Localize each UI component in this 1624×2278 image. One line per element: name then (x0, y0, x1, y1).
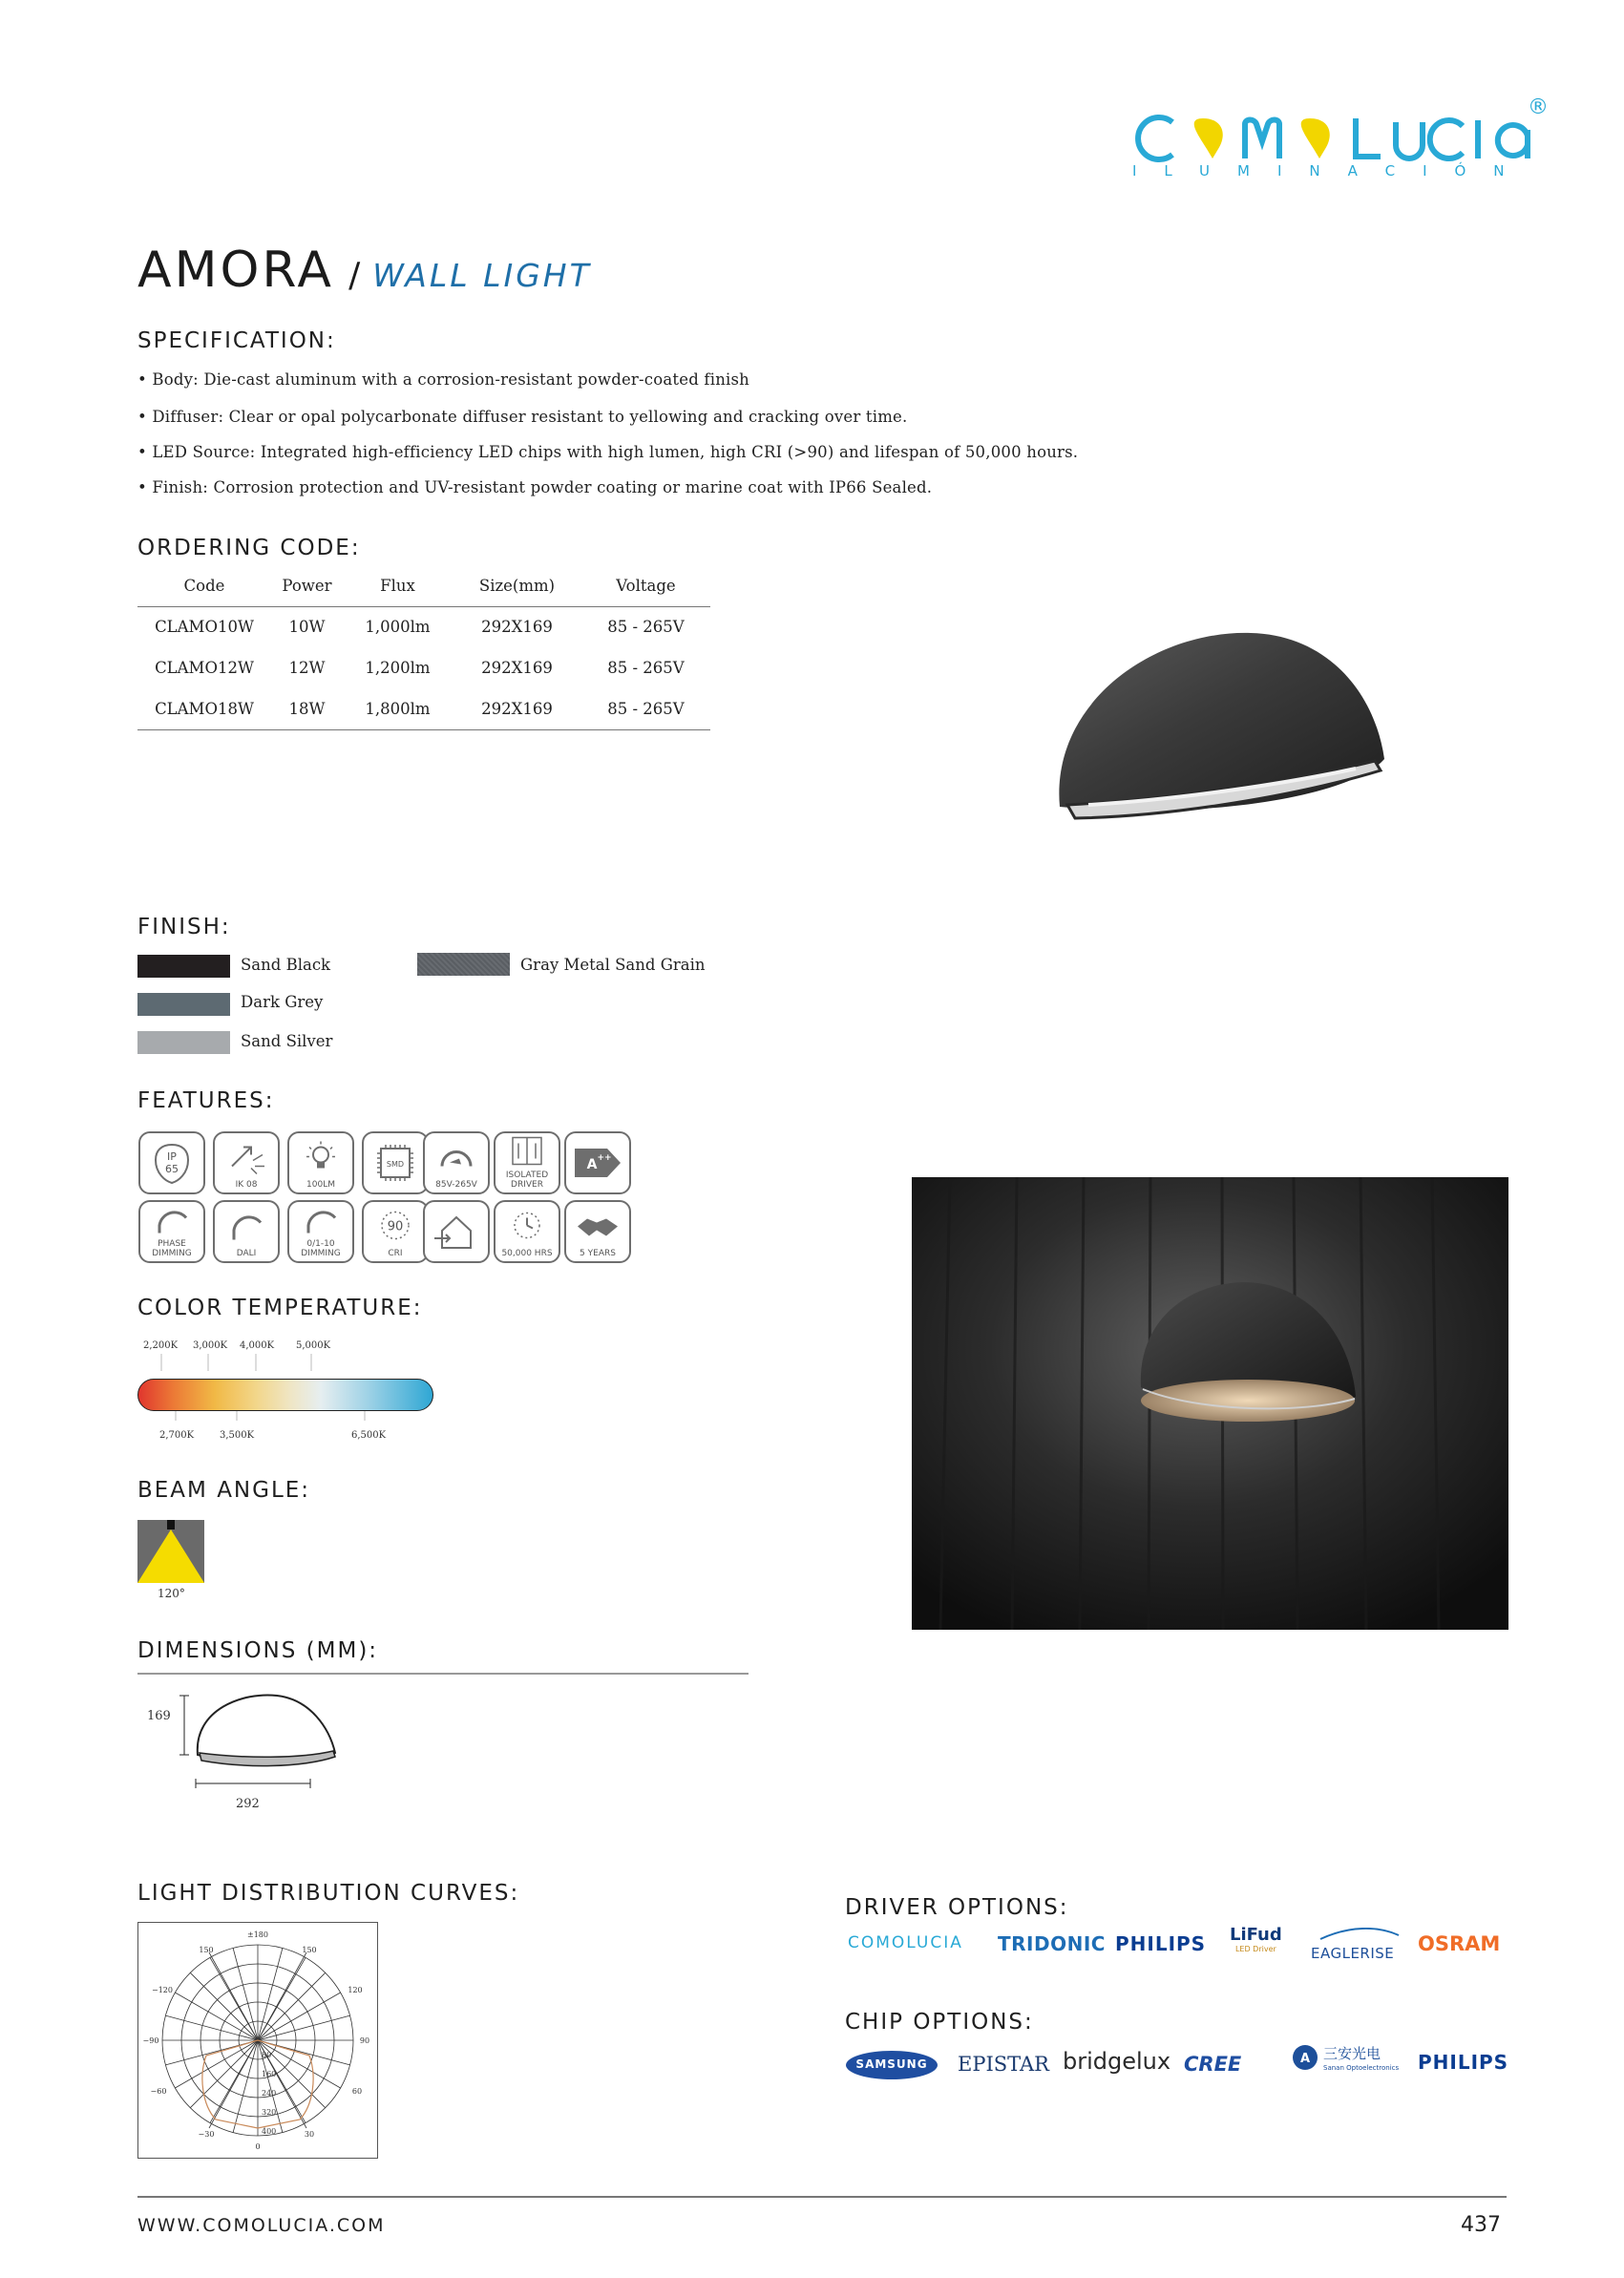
brand-logo (1127, 95, 1547, 191)
table-cell: 10W (288, 618, 326, 637)
ct-bottom-label: 6,500K (351, 1430, 387, 1441)
table-cell: 292X169 (453, 688, 581, 729)
ordering-table (137, 565, 710, 730)
smd-chip-icon (362, 1131, 429, 1194)
table-cell: 292X169 (481, 659, 553, 677)
lumen-icon (287, 1131, 354, 1194)
finish-label: Sand Black (241, 956, 331, 974)
title-slash: / (348, 256, 361, 295)
eaglerise-swoosh-icon (1311, 1928, 1406, 1941)
polar-label: −60 (150, 2087, 167, 2096)
cri-icon (362, 1200, 429, 1263)
footer-divider (137, 2196, 1507, 2198)
finish-swatch-sand-black (137, 955, 230, 978)
product-ambient-photo (912, 1177, 1508, 1630)
finish-label: Sand Silver (241, 1032, 333, 1050)
polar-label: 150 (302, 1946, 317, 1954)
dimension-height: 169 (147, 1709, 171, 1723)
feature-label: CRI (388, 1249, 403, 1258)
lifespan-icon (494, 1200, 560, 1263)
polar-label: 0 (255, 2142, 261, 2151)
polar-radial-label: 160 (262, 2070, 277, 2078)
svg-text:A: A (1299, 2052, 1311, 2066)
table-cell: 18W (271, 688, 343, 729)
svg-text:++: ++ (597, 1153, 612, 1163)
phase-dimming-icon (138, 1200, 205, 1263)
column-header: Voltage (581, 565, 710, 606)
sanan-circle-icon (1291, 2043, 1319, 2072)
feature-label: 5 YEARS (580, 1249, 616, 1258)
dimension-drawing (177, 1690, 348, 1795)
finish-heading: FINISH: (137, 915, 231, 939)
column-header: Power (271, 565, 343, 606)
polar-chart (139, 1924, 376, 2157)
feature-label: PHASE DIMMING (152, 1239, 192, 1258)
beam-angle-heading: BEAM ANGLE: (137, 1478, 311, 1503)
ct-top-label: 2,200K (143, 1340, 179, 1351)
feature-label: 0/1-10 DIMMING (301, 1239, 341, 1258)
feature-label: 100LM (306, 1180, 335, 1190)
ct-top-label: 4,000K (240, 1340, 275, 1351)
driver-logo-lifud (1230, 1925, 1282, 1953)
energy-class-icon (564, 1131, 631, 1194)
svg-text:IP: IP (167, 1150, 177, 1163)
polar-label: −90 (142, 2036, 159, 2045)
table-cell: CLAMO18W (137, 688, 271, 729)
ct-top-label: 3,000K (193, 1340, 228, 1351)
driver-logo-osram: OSRAM (1418, 1932, 1501, 1955)
driver-brand-name: COMOLUCIA (848, 1933, 963, 1952)
polar-radial-label: 400 (262, 2127, 277, 2136)
ip65-icon (138, 1131, 205, 1194)
dimming-0-10-icon (287, 1200, 354, 1263)
table-cell: 1,000lm (365, 618, 431, 637)
indoor-icon (423, 1200, 490, 1263)
ct-bottom-label: 3,500K (220, 1430, 255, 1441)
table-header-row (137, 565, 710, 606)
polar-radial-label: 80 (262, 2051, 272, 2059)
driver-logo-philips: PHILIPS (1115, 1932, 1207, 1955)
chip-options-heading: CHIP OPTIONS: (845, 2010, 1034, 2035)
finish-label: Dark Grey (241, 993, 324, 1011)
isolated-driver-icon (494, 1131, 560, 1194)
chip-brand-name: 三安光电 (1323, 2045, 1381, 2062)
table-row (137, 688, 710, 729)
spec-item: • Diffuser: Clear or opal polycarbonate diffuser resistant to yellowing and cracking over time. (137, 408, 908, 426)
dimension-width: 292 (236, 1797, 260, 1811)
logo-registered-mark: ® (1528, 95, 1549, 119)
svg-text:SMD: SMD (386, 1160, 405, 1169)
svg-text:A: A (586, 1157, 598, 1172)
table-cell: 292X169 (481, 618, 553, 637)
features-heading: FEATURES: (137, 1088, 275, 1113)
polar-label: −120 (152, 1986, 173, 1994)
warranty-icon (564, 1200, 631, 1263)
polar-radial-label: 240 (262, 2089, 277, 2098)
color-temperature-bar (137, 1379, 433, 1411)
finish-swatch-dark-grey (137, 993, 230, 1016)
table-cell: 85 - 265V (607, 659, 685, 677)
specification-heading: SPECIFICATION: (137, 328, 336, 353)
footer-website-link[interactable]: WWW.COMOLUCIA.COM (137, 2215, 386, 2236)
product-category: WALL LIGHT (372, 257, 592, 294)
dali-icon (213, 1200, 280, 1263)
logo-subtitle: ILUMINACIÓN (1132, 162, 1532, 179)
lifud-subtitle: LED Driver (1234, 1945, 1276, 1953)
table-cell: 1,800lm (343, 688, 453, 729)
driver-logo-tridonic: TRIDONIC (998, 1932, 1106, 1955)
polar-label: 120 (348, 1986, 363, 1994)
driver-brand-name: LiFud (1230, 1925, 1282, 1945)
chip-logo-bridgelux: bridgelux (1063, 2048, 1171, 2075)
page-number: 437 (1461, 2213, 1501, 2237)
beam-angle-icon (137, 1520, 204, 1583)
polar-label: 150 (199, 1946, 214, 1954)
ordering-code-heading: ORDERING CODE: (137, 536, 361, 560)
finish-label: Gray Metal Sand Grain (520, 956, 706, 974)
table-row (137, 647, 710, 688)
chip-brand-name: SAMSUNG (855, 2057, 928, 2071)
table-cell: CLAMO10W (155, 618, 254, 637)
light-distribution-heading: LIGHT DISTRIBUTION CURVES: (137, 1881, 520, 1906)
chip-logo-epistar: EPISTAR (958, 2053, 1049, 2076)
product-name: AMORA (137, 242, 334, 299)
feature-label: 50,000 HRS (501, 1249, 553, 1258)
sanan-subtitle: Sanan Optoelectronics (1323, 2064, 1400, 2072)
spec-item: • Body: Die-cast aluminum with a corrosion-resistant powder-coated finish (137, 370, 749, 389)
table-cell: CLAMO12W (155, 659, 254, 677)
spec-item: • Finish: Corrosion protection and UV-resistant powder coating or marine coat with IP66 Sealed. (137, 478, 933, 496)
finish-swatch-gray-metal-sand-grain (417, 953, 510, 976)
table-row (137, 606, 710, 647)
ct-top-label: 5,000K (296, 1340, 331, 1351)
spec-item: • LED Source: Integrated high-efficiency LED chips with high lumen, high CRI (>90) and lifespan of 50,000 hours. (137, 443, 1079, 461)
dimensions-heading: DIMENSIONS (MM): (137, 1638, 379, 1663)
table-cell: 12W (288, 659, 326, 677)
chip-logo-cree: CREE (1184, 2053, 1242, 2076)
polar-label: ±180 (247, 1930, 268, 1939)
polar-label: 60 (351, 2087, 363, 2096)
driver-logo-comolucia (848, 1933, 963, 1952)
polar-label: 30 (304, 2130, 315, 2139)
feature-label: 85V-265V (435, 1180, 477, 1190)
svg-text:65: 65 (165, 1163, 179, 1175)
logo-wordmark-icon (1127, 95, 1547, 172)
table-cell: 1,200lm (365, 659, 431, 677)
driver-options-heading: DRIVER OPTIONS: (845, 1895, 1069, 1920)
dimensions-divider (137, 1673, 749, 1675)
cri-value: 90 (387, 1219, 404, 1234)
beam-angle-value: 120° (158, 1587, 185, 1600)
polar-label: 90 (359, 2036, 370, 2045)
chip-logo-samsung (845, 2049, 939, 2081)
feature-label: IK 08 (235, 1180, 258, 1190)
driver-brand-name: EAGLERISE (1311, 1945, 1395, 1962)
polar-radial-label: 320 (262, 2108, 277, 2117)
product-title (137, 242, 592, 299)
column-header: Code (137, 565, 271, 606)
table-cell: 85 - 265V (581, 688, 710, 729)
voltage-icon (423, 1131, 490, 1194)
feature-label: ISOLATED DRIVER (505, 1171, 549, 1190)
feature-label: DALI (236, 1249, 257, 1258)
ct-bottom-label: 2,700K (159, 1430, 195, 1441)
chip-logo-philips: PHILIPS (1418, 2051, 1509, 2074)
column-header: Size(mm) (453, 565, 581, 606)
color-temperature-heading: COLOR TEMPERATURE: (137, 1296, 423, 1320)
ik08-icon (213, 1131, 280, 1194)
driver-logo-eaglerise (1311, 1927, 1406, 1962)
finish-swatch-sand-silver (137, 1031, 230, 1054)
polar-label: −30 (198, 2130, 215, 2139)
column-header: Flux (343, 565, 453, 606)
table-cell: 85 - 265V (607, 618, 685, 637)
product-image (1041, 625, 1394, 826)
